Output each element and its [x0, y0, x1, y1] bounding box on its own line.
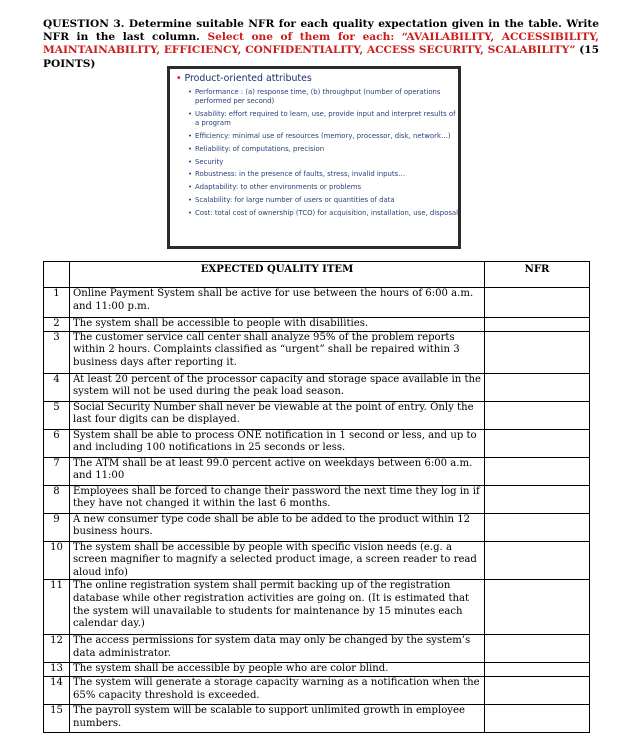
question-points: (15 POINTS) [43, 44, 599, 70]
table-row [44, 373, 590, 401]
row-number: 13 [44, 663, 70, 677]
question-lead: QUESTION 3. Determine suitable NFR for each quality expectation given in the table. Write NFR in the last column. [43, 18, 599, 44]
nfr-answer-cell[interactable] [485, 513, 590, 541]
slide-title-text: Product-oriented attributes [184, 73, 312, 84]
row-number: 14 [44, 676, 70, 704]
slide-item: • Usability: effort required to learn, use, provide input and interpret results of a program [188, 110, 460, 128]
row-number: 12 [44, 635, 70, 663]
row-text: System shall be able to process ONE notification in 1 second or less, and up to and including 100 notifications in 25 seconds or less. [70, 429, 485, 457]
row-text: Social Security Number shall never be viewable at the point of entry. Only the last four digits can be displayed. [70, 401, 485, 429]
row-text: Online Payment System shall be active for use between the hours of 6:00 a.m. and 11:00 p.m. [70, 288, 485, 318]
nfr-answer-cell[interactable] [485, 457, 590, 485]
table-row [44, 288, 590, 318]
row-text: The access permissions for system data may only be changed by the system’s data administrator. [70, 635, 485, 663]
row-number: 10 [44, 541, 70, 580]
slide-attribute-list [188, 88, 460, 222]
nfr-answer-cell[interactable] [485, 663, 590, 677]
bullet-icon: • [176, 73, 182, 84]
slide-item: • Reliability: of computations, precision [188, 145, 460, 154]
header-nfr: NFR [485, 262, 590, 288]
slide-item: • Efficiency: minimal use of resources (memory, processor, disk, network…) [188, 132, 460, 141]
product-attributes-slide [167, 66, 461, 249]
row-number: 4 [44, 373, 70, 401]
row-number: 15 [44, 704, 70, 732]
row-text: The ATM shall be at least 99.0 percent active on weekdays between 6:00 a.m. and 11:00 [70, 457, 485, 485]
row-number: 1 [44, 288, 70, 318]
row-number: 3 [44, 331, 70, 373]
slide-item: • Performance : (a) response time, (b) throughput (number of operations performed per second) [188, 88, 460, 106]
slide-item: • Security [188, 158, 460, 167]
row-number: 6 [44, 429, 70, 457]
table-row [44, 485, 590, 513]
slide-title [176, 73, 312, 84]
table-row [44, 401, 590, 429]
table-header-row [44, 262, 590, 288]
slide-item: • Adaptability: to other environments or problems [188, 183, 460, 192]
question-instruction: Select one of them for each: “AVAILABILITY, ACCESSIBILITY, MAINTAINABILITY, EFFICIENCY, CONFIDENTIALITY, ACCESS SECURITY, SCALABILITY” [43, 31, 600, 57]
nfr-answer-cell[interactable] [485, 676, 590, 704]
row-text: The system will generate a storage capacity warning as a notification when the 65% capacity threshold is exceeded. [70, 676, 485, 704]
row-text: The system shall be accessible by people who are color blind. [70, 663, 485, 677]
row-text: The payroll system will be scalable to support unlimited growth in employee numbers. [70, 704, 485, 732]
table-row [44, 541, 590, 580]
table-row [44, 331, 590, 373]
nfr-answer-cell[interactable] [485, 541, 590, 580]
row-number: 9 [44, 513, 70, 541]
row-text: Employees shall be forced to change their password the next time they log in if they have not changed it within the last 6 months. [70, 485, 485, 513]
table-row [44, 429, 590, 457]
row-text: At least 20 percent of the processor capacity and storage space available in the system will not be used during the peak load season. [70, 373, 485, 401]
table-row [44, 676, 590, 704]
nfr-answer-cell[interactable] [485, 288, 590, 318]
nfr-answer-cell[interactable] [485, 485, 590, 513]
nfr-answer-cell[interactable] [485, 429, 590, 457]
row-number: 11 [44, 580, 70, 635]
table-row [44, 457, 590, 485]
table-row [44, 513, 590, 541]
table-row [44, 580, 590, 635]
table-row [44, 704, 590, 732]
header-number [44, 262, 70, 288]
row-text: A new consumer type code shall be able to be added to the product within 12 business hours. [70, 513, 485, 541]
quality-table [43, 261, 590, 733]
nfr-answer-cell[interactable] [485, 318, 590, 332]
nfr-answer-cell[interactable] [485, 331, 590, 373]
nfr-answer-cell[interactable] [485, 373, 590, 401]
row-number: 8 [44, 485, 70, 513]
row-text: The online registration system shall permit backing up of the registration database while other registration activities are going on. (It is estimated that the system will unavailable to students for maintenance by 15 minutes each calendar day.) [70, 580, 485, 635]
slide-item: • Scalability: for large number of users or quantities of data [188, 196, 460, 205]
table-row [44, 635, 590, 663]
row-text: The system shall be accessible by people with specific vision needs (e.g. a screen magnifier to magnify a selected product image, a screen reader to read aloud info) [70, 541, 485, 580]
slide-item: • Cost: total cost of ownership (TCO) for acquisition, installation, use, disposal [188, 209, 460, 218]
nfr-answer-cell[interactable] [485, 401, 590, 429]
row-text: The customer service call center shall analyze 95% of the problem reports within 2 hours. Complaints classified as “urgent” shall be repaired within 3 business days after reporting it. [70, 331, 485, 373]
question-text [43, 18, 599, 71]
table-row [44, 663, 590, 677]
nfr-answer-cell[interactable] [485, 704, 590, 732]
header-expected-quality-item: EXPECTED QUALITY ITEM [70, 262, 485, 288]
slide-item: • Robustness: in the presence of faults, stress, invalid inputs… [188, 170, 460, 179]
row-number: 7 [44, 457, 70, 485]
nfr-answer-cell[interactable] [485, 635, 590, 663]
row-text: The system shall be accessible to people with disabilities. [70, 318, 485, 332]
row-number: 5 [44, 401, 70, 429]
nfr-answer-cell[interactable] [485, 580, 590, 635]
table-row [44, 318, 590, 332]
row-number: 2 [44, 318, 70, 332]
